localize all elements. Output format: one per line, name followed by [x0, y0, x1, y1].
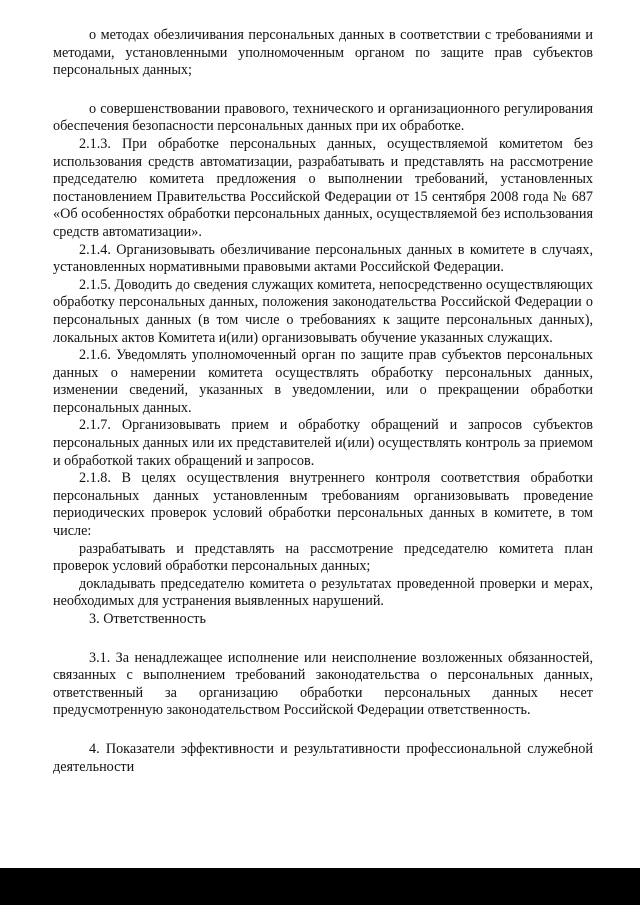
scan-bottom-border — [0, 868, 640, 905]
document-body — [53, 27, 593, 776]
paragraph-2-1-4: 2.1.4. Организовывать обезличивание персональных данных в комитете в случаях, установленных нормативными правовыми актами Российской Федерации. — [53, 241, 593, 276]
paragraph-report-results: докладывать председателю комитета о результатах проведенной проверки и мерах, необходимых для устранения выявленных нарушений. — [53, 575, 593, 610]
paragraph-2-1-5: 2.1.5. Доводить до сведения служащих комитета, непосредственно осуществляющих обработку персональных данных, положения законодательства Российской Федерации о персональных данных (в том числе о требованиях к защите персональных данных), локальных актов Комитета и(или) организовывать обучение указанных служащих. — [53, 276, 593, 346]
paragraph-2-1-6: 2.1.6. Уведомлять уполномоченный орган по защите прав субъектов персональных данных о намерении комитета осуществлять обработку персональных данных, изменении сведений, указанных в уведомлении, или о прекращении обработки персональных данных. — [53, 347, 593, 416]
paragraph-2-1-3: 2.1.3. При обработке персональных данных, осуществляемой комитетом без использования средств автоматизации, разрабатывать и представлять на рассмотрение председателю комитета предложения о выполнении требований, установленных постановлением Правительства Российской Федерации от 15 сентября 2008 года № 687 «Об особенностях обработки персональных данных, осуществляемой без использования средств автоматизации». — [53, 135, 593, 240]
paragraph-develop-plan: разрабатывать и представлять на рассмотрение председателю комитета план проверок условий обработки персональных данных; — [53, 540, 593, 575]
section-3-heading: 3. Ответственность — [89, 611, 206, 627]
section-4-heading: 4. Показатели эффективности и результативности профессиональной служебной деятельности — [53, 740, 593, 775]
paragraph-2-1-8: 2.1.8. В целях осуществления внутреннего контроля соответствия обработки персональных данных установленным требованиям организовывать проведение периодических проверок условий обработки персональных данных в комитете, в том числе: — [53, 470, 593, 540]
paragraph-improvement-regulation: о совершенствовании правового, технического и организационного регулирования обеспечения безопасности персональных данных при их обработке. — [53, 100, 593, 135]
paragraph-methods-depersonalization: о методах обезличивания персональных данных в соответствии с требованиями и методами, установленными уполномоченным органом по защите прав субъектов персональных данных; — [53, 27, 593, 79]
paragraph-3-1: 3.1. За ненадлежащее исполнение или неисполнение возложенных обязанностей, связанных с выполнением требований законодательства о персональных данных, ответственный за организацию обработки персональных данных несет предусмотренную законодательством Российской Федерации ответственность. — [53, 649, 593, 719]
paragraph-2-1-7: 2.1.7. Организовывать прием и обработку обращений и запросов субъектов персональных данных или их представителей и(или) осуществлять контроль за приемом и обработкой таких обращений и запросов. — [53, 417, 593, 469]
